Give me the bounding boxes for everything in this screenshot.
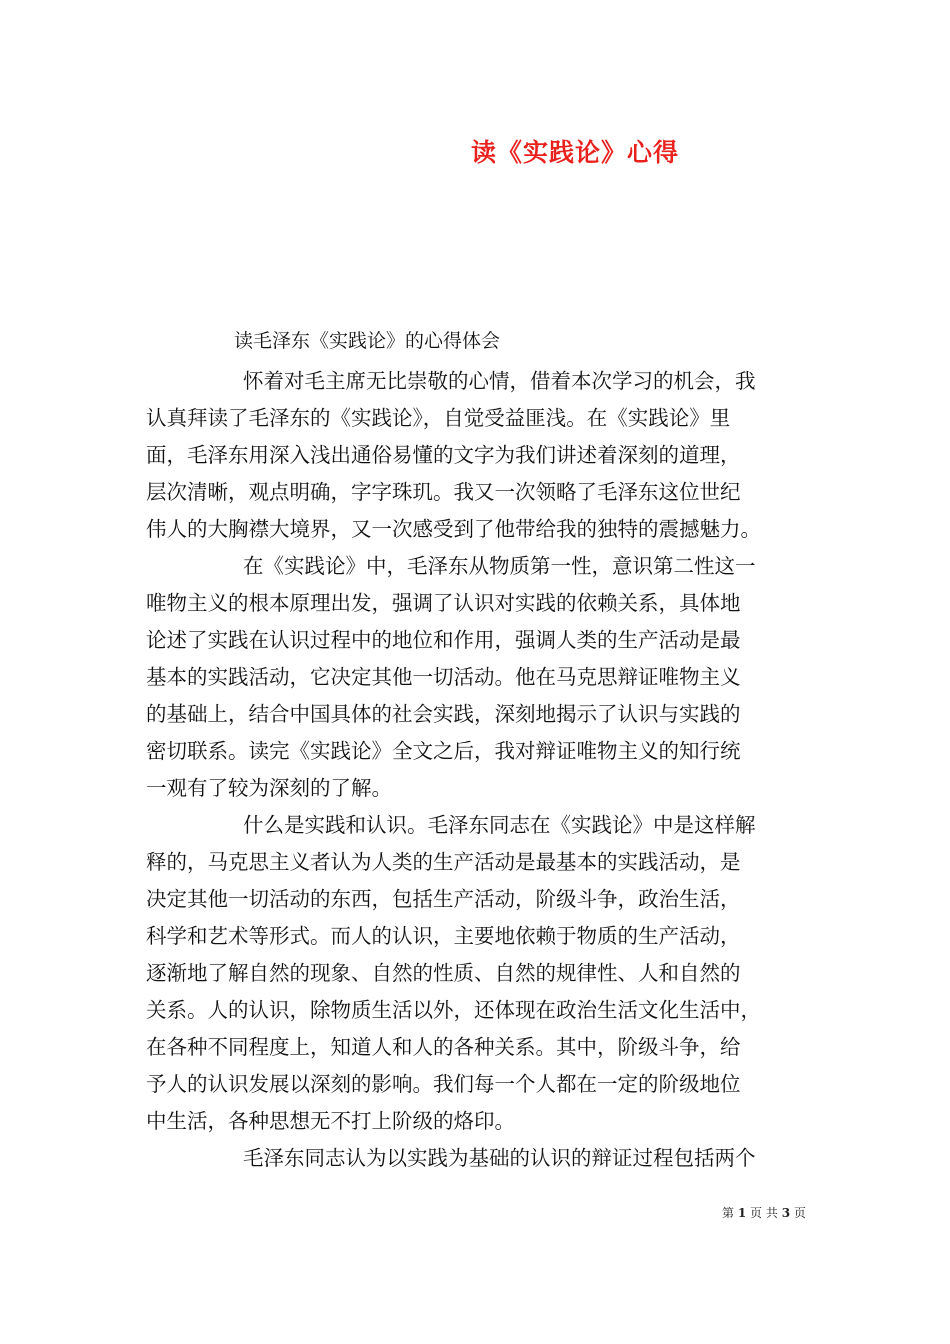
body-line: 面，毛泽东用深入浅出通俗易懂的文字为我们讲述着深刻的道理， — [146, 443, 741, 467]
document-title-row — [0, 133, 935, 169]
body-line: 一观有了较为深刻的了解。 — [146, 776, 392, 800]
body-line: 毛泽东同志认为以实践为基础的认识的辩证过程包括两个 — [243, 1146, 756, 1170]
body-line: 决定其他一切活动的东西，包括生产活动，阶级斗争，政治生活， — [146, 887, 741, 911]
body-line: 伟人的大胸襟大境界，又一次感受到了他带给我的独特的震撼魅力。 — [146, 517, 761, 541]
body-line: 释的，马克思主义者认为人类的生产活动是最基本的实践活动，是 — [146, 850, 741, 874]
footer-middle: 页 共 — [750, 1206, 778, 1220]
body-line: 逐渐地了解自然的现象、自然的性质、自然的规律性、人和自然的 — [146, 961, 741, 985]
body-line: 唯物主义的根本原理出发，强调了认识对实践的依赖关系，具体地 — [146, 591, 741, 615]
document-body — [146, 363, 816, 1177]
body-line: 基本的实践活动，它决定其他一切活动。他在马克思辩证唯物主义 — [146, 665, 741, 689]
footer-suffix: 页 — [793, 1206, 806, 1220]
body-line: 科学和艺术等形式。而人的认识，主要地依赖于物质的生产活动， — [146, 924, 741, 948]
body-line: 怀着对毛主席无比崇敬的心情，借着本次学习的机会，我 — [243, 369, 756, 393]
body-line: 予人的认识发展以深刻的影响。我们每一个人都在一定的阶级地位 — [146, 1072, 741, 1096]
body-line: 关系。人的认识，除物质生活以外，还体现在政治生活文化生活中， — [146, 998, 761, 1022]
body-line: 层次清晰，观点明确，字字珠玑。我又一次领略了毛泽东这位世纪 — [146, 480, 741, 504]
body-line: 在《实践论》中，毛泽东从物质第一性，意识第二性这一 — [243, 554, 756, 578]
body-line: 什么是实践和认识。毛泽东同志在《实践论》中是这样解 — [243, 813, 756, 837]
body-line: 密切联系。读完《实践论》全文之后，我对辩证唯物主义的知行统 — [146, 739, 741, 763]
footer-total-pages: 3 — [781, 1206, 791, 1220]
body-line: 的基础上，结合中国具体的社会实践，深刻地揭示了认识与实践的 — [146, 702, 741, 726]
document-subtitle: 读毛泽东《实践论》的心得体会 — [234, 330, 501, 352]
document-title: 读《实践论》心得 — [471, 138, 680, 167]
footer-page-number: 1 — [737, 1206, 747, 1220]
body-line: 论述了实践在认识过程中的地位和作用，强调人类的生产活动是最 — [146, 628, 741, 652]
footer-prefix: 第 — [722, 1206, 735, 1220]
body-line: 在各种不同程度上，知道人和人的各种关系。其中，阶级斗争，给 — [146, 1035, 741, 1059]
body-line: 中生活，各种思想无不打上阶级的烙印。 — [146, 1109, 515, 1133]
page-footer — [722, 1204, 806, 1221]
body-line: 认真拜读了毛泽东的《实践论》，自觉受益匪浅。在《实践论》里 — [146, 406, 731, 430]
